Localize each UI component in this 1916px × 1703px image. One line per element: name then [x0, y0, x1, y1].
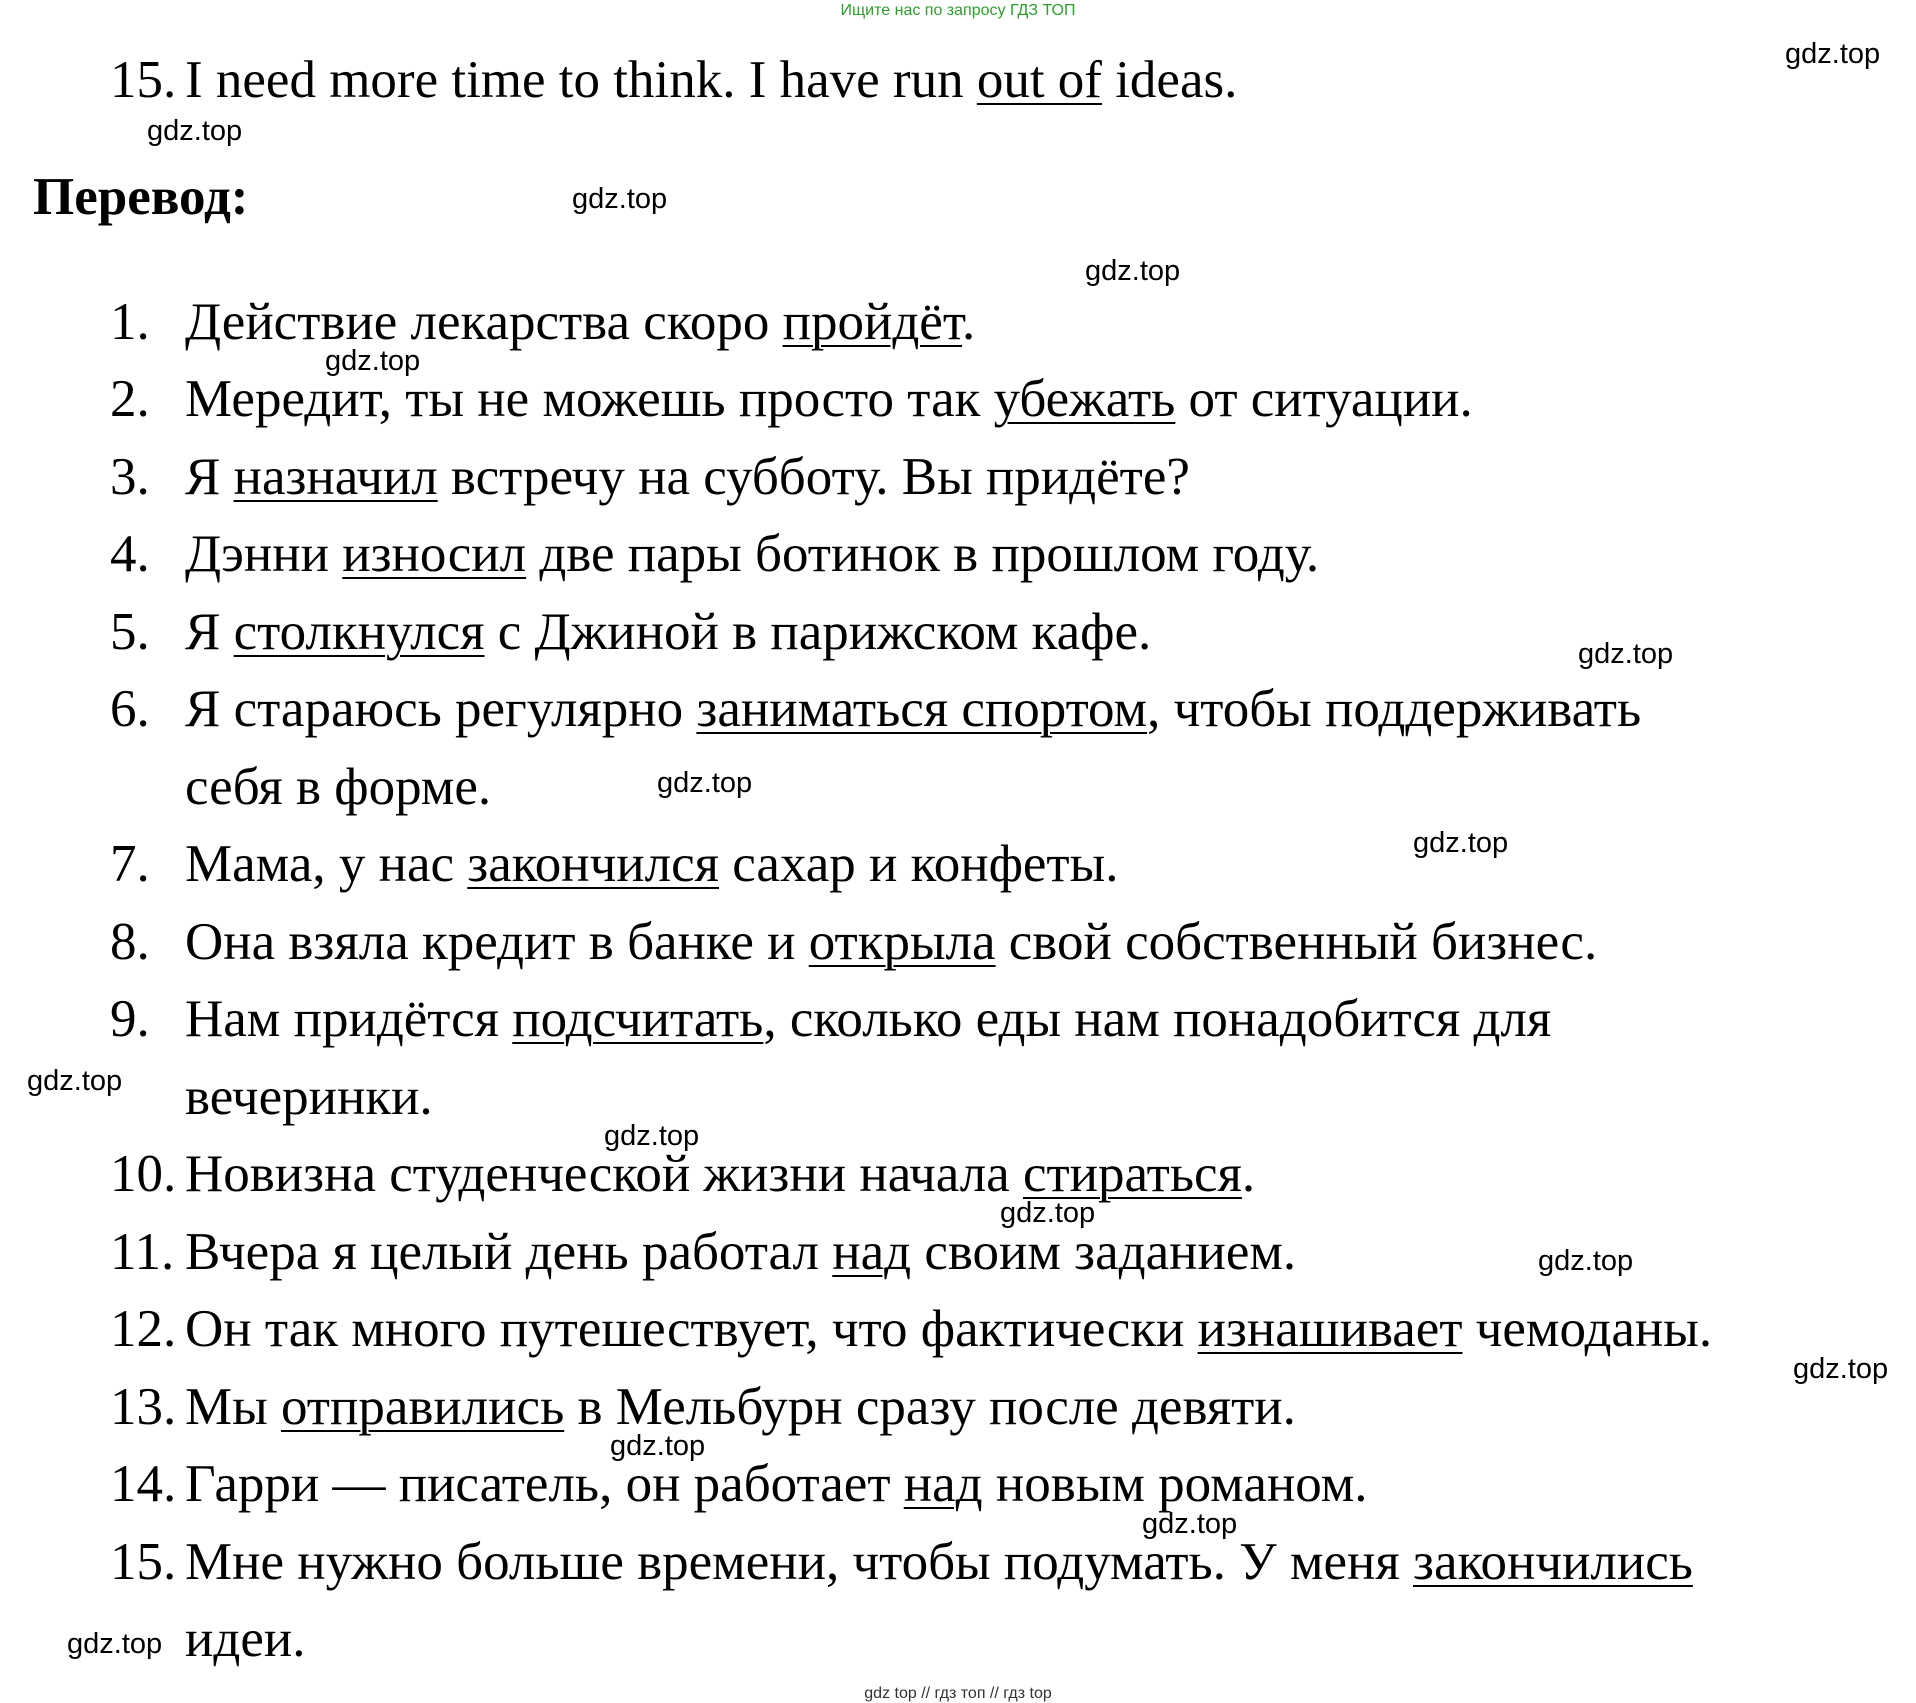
sentence-text: Она взяла кредит в банке и: [185, 913, 809, 971]
sentence-text: Дэнни: [185, 525, 343, 583]
top-banner: Ищите нас по запросу ГДЗ ТОП: [840, 2, 1076, 19]
sentence-text: две пары ботинок в прошлом году.: [526, 525, 1320, 583]
sentence-text: Мама, у нас: [185, 835, 468, 893]
sentence-text: в Мельбурн сразу после девяти.: [564, 1378, 1296, 1436]
english-sentence: [110, 48, 1870, 112]
sentence-text: Действие лекарства скоро: [185, 293, 783, 351]
list-item: [110, 1375, 1870, 1439]
sentence-text: I need more time to think. I have run: [185, 51, 977, 109]
list-item: [110, 987, 1870, 1051]
item-number: 12.: [110, 1300, 177, 1358]
list-item-continuation: идеи.: [185, 1610, 306, 1668]
sentence-text: Нам придётся: [185, 990, 513, 1048]
list-item-continuation: вечеринки.: [185, 1068, 433, 1126]
list-item: [110, 910, 1870, 974]
item-number: 2.: [110, 370, 150, 428]
sentence-text: ideas.: [1101, 51, 1238, 109]
underlined-phrase: столкнулся: [233, 603, 485, 661]
watermark: gdz.top: [1000, 1197, 1096, 1229]
list-item: [110, 832, 1870, 896]
underlined-phrase: износил: [342, 525, 527, 583]
sentence-text: сахар и конфеты.: [719, 835, 1119, 893]
item-number: 5.: [110, 603, 150, 661]
item-number: 9.: [110, 990, 150, 1048]
sentence-text: Мередит, ты не можешь просто так: [185, 370, 994, 428]
item-number: 6.: [110, 680, 150, 738]
underlined-phrase: пройдёт: [782, 293, 963, 351]
item-number: 15.: [110, 51, 177, 109]
item-number: 15.: [110, 1533, 177, 1591]
item-number: 13.: [110, 1378, 177, 1436]
underlined-phrase: назначил: [233, 448, 438, 506]
watermark: gdz.top: [1538, 1245, 1634, 1277]
watermark: gdz.top: [1785, 38, 1881, 70]
sentence-text: Гарри — писатель, он работает: [185, 1455, 904, 1513]
sentence-text: Я: [185, 603, 234, 661]
sentence-text: Новизна студенческой жизни начала: [185, 1145, 1023, 1203]
item-number: 1.: [110, 293, 150, 351]
sentence-text: Он так много путешествует, что фактически: [185, 1300, 1198, 1358]
underlined-phrase: заниматься спортом: [696, 680, 1148, 738]
sentence-text: , чтобы поддерживать: [1147, 680, 1642, 738]
list-item: [110, 522, 1870, 586]
watermark: gdz.top: [604, 1120, 700, 1152]
sentence-text: Я стараюсь регулярно: [185, 680, 697, 738]
underlined-phrase: закончился: [467, 835, 720, 893]
footer-text: gdz top // гдз топ // гдз top: [864, 1685, 1052, 1702]
sentence-text: , сколько еды нам понадобится для: [763, 990, 1552, 1048]
sentence-text: Вчера я целый день работал: [185, 1223, 833, 1281]
translation-heading: Перевод:: [33, 168, 249, 226]
item-number: 3.: [110, 448, 150, 506]
list-item: [110, 1452, 1870, 1516]
list-item: [110, 1530, 1870, 1594]
sentence-text: встречу на субботу. Вы придёте?: [437, 448, 1190, 506]
sentence-text: Мы: [185, 1378, 281, 1436]
list-item: [110, 677, 1870, 741]
sentence-text: от ситуации.: [1175, 370, 1473, 428]
watermark: gdz.top: [572, 183, 668, 215]
sentence-text: своим заданием.: [911, 1223, 1297, 1281]
underlined-phrase: стираться: [1022, 1145, 1242, 1203]
list-item: [110, 1297, 1870, 1361]
underlined-phrase: отправились: [281, 1378, 565, 1436]
watermark: gdz.top: [657, 767, 753, 799]
underlined-phrase: над: [903, 1455, 983, 1513]
underlined-phrase: закончились: [1413, 1533, 1693, 1591]
underlined-phrase: убежать: [993, 370, 1176, 428]
item-number: 4.: [110, 525, 150, 583]
underlined-phrase: над: [832, 1223, 912, 1281]
sentence-text: Мне нужно больше времени, чтобы подумать. У меня: [185, 1533, 1414, 1591]
watermark: gdz.top: [610, 1430, 706, 1462]
sentence-text: Я: [185, 448, 234, 506]
underlined-phrase: открыла: [808, 913, 996, 971]
item-number: 11.: [110, 1223, 175, 1281]
sentence-text: .: [1241, 1145, 1256, 1203]
watermark: gdz.top: [1793, 1353, 1889, 1385]
watermark: gdz.top: [1142, 1508, 1238, 1540]
list-item-continuation: себя в форме.: [185, 758, 492, 816]
watermark: gdz.top: [1413, 827, 1509, 859]
watermark: gdz.top: [147, 115, 243, 147]
item-number: 8.: [110, 913, 150, 971]
sentence-text: чемоданы.: [1462, 1300, 1713, 1358]
item-number: 7.: [110, 835, 150, 893]
sentence-text: .: [962, 293, 976, 351]
sentence-text: новым романом.: [982, 1455, 1368, 1513]
list-item: [110, 445, 1870, 509]
watermark: gdz.top: [325, 345, 421, 377]
sentence-text: с Джиной в парижском кафе.: [484, 603, 1152, 661]
watermark: gdz.top: [1085, 255, 1181, 287]
item-number: 10.: [110, 1145, 177, 1203]
underlined-phrase: изнашивает: [1197, 1300, 1463, 1358]
underlined-phrase: out of: [976, 51, 1102, 109]
underlined-phrase: подсчитать: [512, 990, 764, 1048]
item-number: 14.: [110, 1455, 177, 1513]
list-item: [110, 1142, 1870, 1206]
watermark: gdz.top: [1578, 638, 1674, 670]
watermark: gdz.top: [67, 1628, 163, 1660]
watermark: gdz.top: [27, 1065, 123, 1097]
sentence-text: свой собственный бизнес.: [995, 913, 1598, 971]
